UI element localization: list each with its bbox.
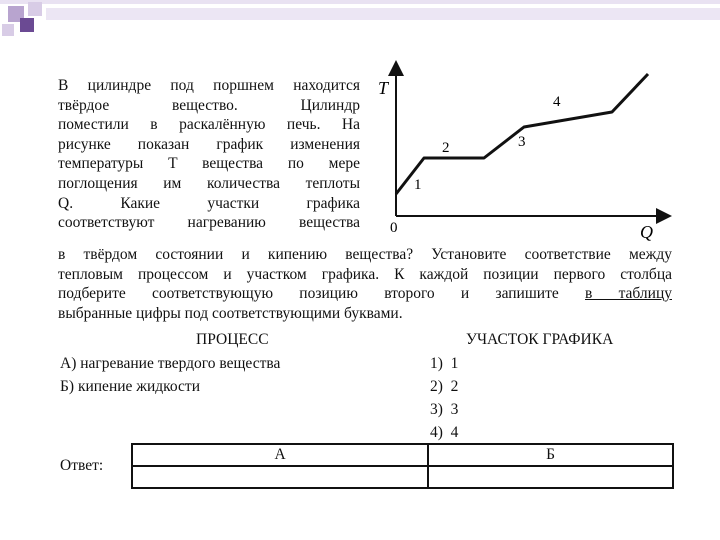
answer-header-b: Б bbox=[428, 444, 673, 466]
text-line: выбранные цифры под соответствующими буквами. bbox=[58, 304, 403, 322]
text-line: соответствуют нагреванию вещества bbox=[58, 214, 360, 232]
option-text: 1 bbox=[450, 355, 459, 372]
text-line: Q. Какие участки графика bbox=[58, 194, 360, 212]
answer-header-a: А bbox=[132, 444, 428, 466]
segment-label-1: 1 bbox=[414, 177, 422, 193]
process-text: кипение жидкости bbox=[77, 378, 200, 395]
text-line: поглощения им количества теплоты bbox=[58, 174, 360, 192]
option-number: 1) bbox=[430, 355, 443, 372]
option-number: 2) bbox=[430, 378, 443, 395]
answer-label: Ответ: bbox=[60, 457, 104, 474]
x-axis-label: Q bbox=[640, 222, 653, 242]
underlined-text: в таблицу bbox=[585, 285, 672, 303]
process-letter: А) bbox=[60, 355, 77, 372]
text-line: В цилиндре под поршнем находится bbox=[58, 77, 360, 94]
process-letter: Б) bbox=[60, 378, 75, 395]
problem-text-task bbox=[58, 245, 672, 323]
y-axis-label: T bbox=[378, 78, 389, 98]
text-line-with-underline bbox=[58, 284, 672, 304]
process-column-header: ПРОЦЕСС bbox=[196, 331, 269, 348]
option-number: 4) bbox=[430, 424, 443, 441]
segment-label-3: 3 bbox=[518, 134, 526, 150]
process-item-a bbox=[60, 355, 280, 373]
segment-label-4: 4 bbox=[553, 94, 561, 110]
decorative-header-squares bbox=[0, 0, 720, 40]
segment-label-2: 2 bbox=[442, 140, 450, 156]
temperature-graph bbox=[372, 60, 672, 245]
text-line: твёрдое вещество. Цилиндр bbox=[58, 96, 360, 114]
option-text: 3 bbox=[450, 401, 459, 418]
text-line: рисунке показан график изменения bbox=[58, 135, 360, 153]
text-fragment: подберите соответствующую позицию второго и запишите bbox=[58, 285, 559, 303]
option-item-2 bbox=[430, 378, 458, 396]
text-line: температуры T вещества по мере bbox=[58, 155, 360, 173]
option-number: 3) bbox=[430, 401, 443, 418]
answer-cell-a[interactable] bbox=[132, 466, 428, 488]
graph-section-column-header: УЧАСТОК ГРАФИКА bbox=[466, 331, 614, 348]
option-item-3 bbox=[430, 401, 458, 419]
option-text: 4 bbox=[450, 424, 459, 441]
answer-table bbox=[131, 443, 674, 489]
text-line: тепловым процессом и участком графика. К каждой позиции первого столбца bbox=[58, 265, 672, 283]
text-line: в твёрдом состоянии и кипению вещества? Установите соответствие между bbox=[58, 246, 672, 263]
problem-text-intro bbox=[58, 76, 360, 233]
option-item-4 bbox=[430, 424, 458, 442]
process-item-b bbox=[60, 378, 200, 396]
origin-label: 0 bbox=[390, 220, 398, 236]
text-line: поместили в раскалённую печь. На bbox=[58, 116, 360, 134]
option-text: 2 bbox=[450, 378, 459, 395]
process-text: нагревание твердого вещества bbox=[80, 355, 281, 372]
option-item-1 bbox=[430, 355, 458, 373]
answer-cell-b[interactable] bbox=[428, 466, 673, 488]
